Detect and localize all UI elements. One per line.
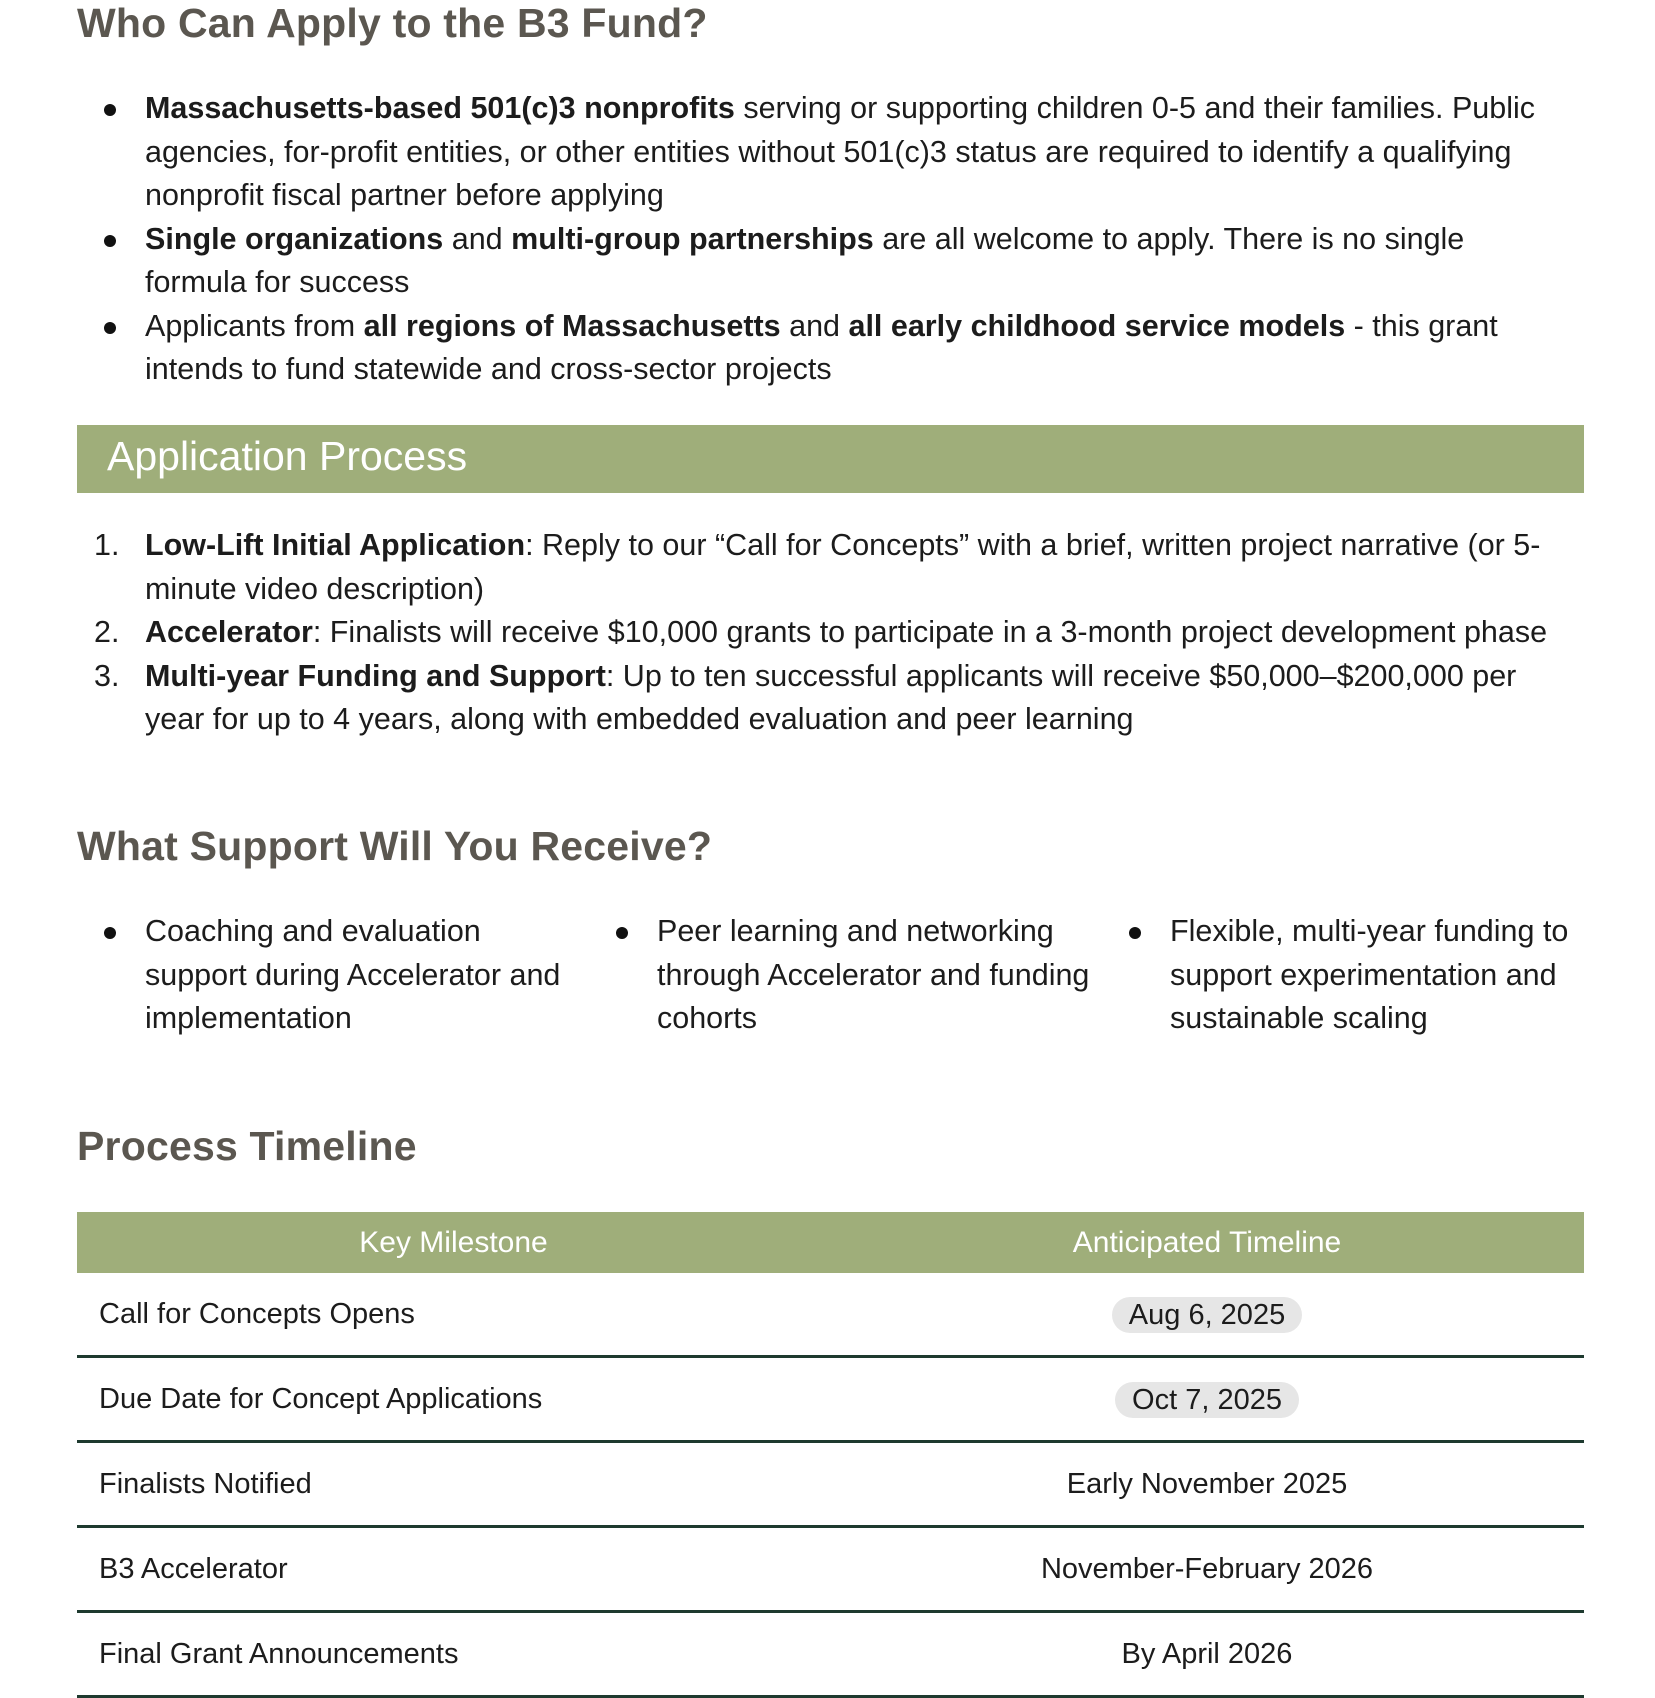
list-item xyxy=(90,218,1570,305)
bullet-icon xyxy=(104,927,116,939)
timeline-heading: Process Timeline xyxy=(77,1123,417,1169)
support-item xyxy=(602,910,1097,1041)
eligibility-bold-text: multi-group partnerships xyxy=(511,221,874,256)
step-number: 1. xyxy=(94,528,120,562)
list-item xyxy=(90,655,1570,742)
eligibility-bold-text: Single organizations xyxy=(145,221,444,256)
support-item-text: Peer learning and networking through Accelerator and funding cohorts xyxy=(657,914,1090,1035)
step-text: : Finalists will receive $10,000 grants to participate in a 3-month project development phase xyxy=(312,615,1548,649)
date-cell: November-February 2026 xyxy=(1040,1553,1374,1585)
support-item-text: Coaching and evaluation support during Accelerator and implementation xyxy=(145,914,561,1035)
table-row xyxy=(77,1528,1584,1613)
list-item xyxy=(90,611,1570,655)
eligibility-heading: Who Can Apply to the B3 Fund? xyxy=(77,0,708,46)
eligibility-text: are all welcome to apply. There is no single formula for success xyxy=(145,221,1465,299)
step-number: 2. xyxy=(94,615,120,649)
support-item-text: Flexible, multi-year funding to support experimentation and sustainable scaling xyxy=(1170,914,1569,1035)
timeline-table xyxy=(77,1212,1584,1698)
step-title: Accelerator xyxy=(145,615,313,649)
milestone-cell: B3 Accelerator xyxy=(99,1553,288,1585)
eligibility-bold-text: Massachusetts-based 501(c)3 nonprofits xyxy=(145,91,735,125)
date-cell: Early November 2025 xyxy=(1066,1468,1348,1500)
support-heading: What Support Will You Receive? xyxy=(77,823,713,869)
milestone-cell: Due Date for Concept Applications xyxy=(99,1383,543,1415)
bullet-icon xyxy=(104,104,116,116)
application-process-banner xyxy=(77,425,1584,493)
eligibility-bold-text: all early childhood service models xyxy=(848,308,1346,343)
table-header xyxy=(77,1212,1584,1273)
bullet-icon xyxy=(104,235,116,247)
eligibility-text: Applicants from xyxy=(145,308,364,343)
table-row xyxy=(77,1613,1584,1698)
table-row xyxy=(77,1443,1584,1528)
step-number: 3. xyxy=(94,658,120,693)
support-item xyxy=(1115,910,1610,1041)
step-text: : Up to ten successful applicants will receive $50,000–$200,000 per year for up to 4 years, along with embedded evaluation and peer learning xyxy=(145,658,1517,736)
date-cell xyxy=(830,1358,1584,1440)
milestone-cell: Final Grant Announcements xyxy=(99,1638,459,1670)
list-item xyxy=(90,524,1570,611)
eligibility-text: and xyxy=(443,221,512,256)
bullet-icon xyxy=(104,322,116,334)
application-steps-list xyxy=(90,524,1570,742)
milestone-cell: Call for Concepts Opens xyxy=(99,1298,415,1330)
eligibility-text: - this grant intends to fund statewide and cross-sector projects xyxy=(145,308,1498,386)
date-pill: Oct 7, 2025 xyxy=(1115,1382,1299,1418)
column-header-milestone: Key Milestone xyxy=(359,1226,548,1259)
eligibility-bold-text: all regions of Massachusetts xyxy=(363,308,781,343)
eligibility-list xyxy=(90,87,1570,392)
step-title: Multi-year Funding and Support xyxy=(145,658,606,693)
table-row xyxy=(77,1358,1584,1443)
application-process-heading: Application Process xyxy=(107,433,468,479)
support-item xyxy=(90,910,585,1041)
step-text: : Reply to our “Call for Concepts” with a brief, written project narrative (or 5-minute video description) xyxy=(145,528,1541,606)
table-row xyxy=(77,1273,1584,1358)
bullet-icon xyxy=(616,927,628,939)
milestone-cell: Finalists Notified xyxy=(99,1468,312,1500)
list-item xyxy=(90,87,1570,218)
step-title: Low-Lift Initial Application xyxy=(145,528,526,562)
list-item xyxy=(90,305,1570,392)
eligibility-text: serving or supporting children 0-5 and their families. Public agencies, for-profit entities, or other entities without 501(c)3 status are required to identify a qualifying nonprofit fiscal partner before applying xyxy=(145,91,1536,212)
date-cell: By April 2026 xyxy=(1121,1638,1293,1670)
eligibility-text: and xyxy=(780,308,849,343)
support-columns xyxy=(90,910,1590,1090)
date-pill: Aug 6, 2025 xyxy=(1112,1297,1302,1333)
column-header-timeline: Anticipated Timeline xyxy=(1072,1226,1342,1259)
bullet-icon xyxy=(1129,927,1141,939)
date-cell xyxy=(830,1273,1584,1355)
